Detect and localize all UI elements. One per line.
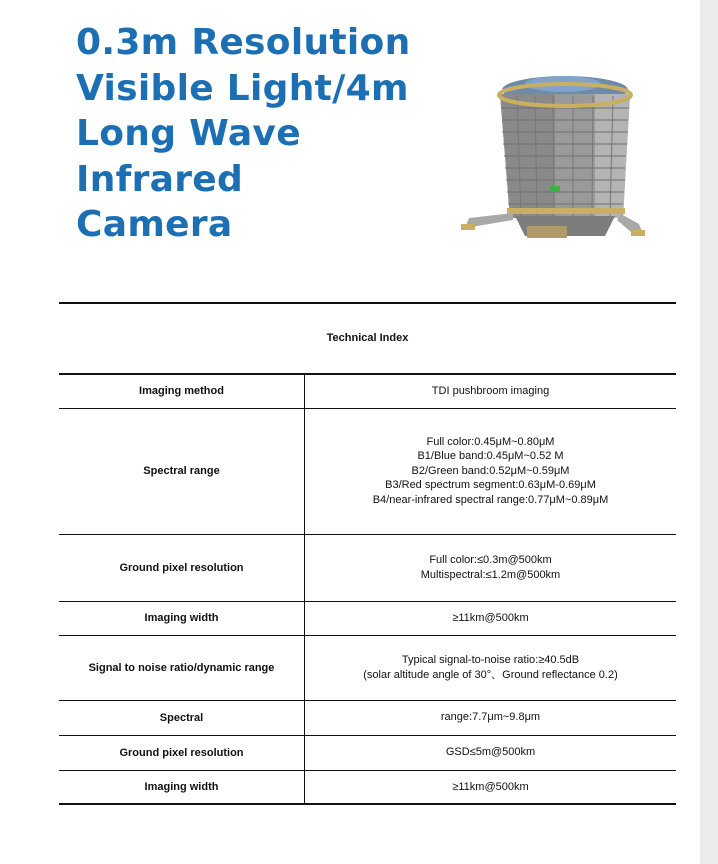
row-value — [305, 408, 677, 534]
table-row — [59, 770, 676, 804]
row-label: Signal to noise ratio/dynamic range — [59, 635, 305, 700]
row-label: Ground pixel resolution — [59, 735, 305, 770]
section-divider — [59, 302, 676, 304]
camera-right-foot — [631, 230, 645, 236]
table-row — [59, 374, 676, 408]
row-label: Spectral — [59, 700, 305, 735]
value-line: range:7.7μm~9.8μm — [440, 711, 541, 724]
value-line: Full color:≤0.3m@500km — [429, 554, 552, 566]
camera-base-electronics — [527, 226, 567, 238]
title-line: Camera — [76, 204, 233, 245]
row-label: Imaging width — [59, 601, 305, 635]
page-title — [76, 20, 411, 248]
title-line: 0.3m Resolution — [76, 22, 411, 63]
row-label: Ground pixel resolution — [59, 534, 305, 601]
row-value — [305, 374, 677, 408]
table-row — [59, 635, 676, 700]
table-row — [59, 408, 676, 534]
value-line: B4/near-infrared spectral range:0.77μM~0.89μM — [372, 493, 609, 506]
camera-left-foot — [461, 224, 475, 230]
row-value — [305, 700, 677, 735]
row-value — [305, 534, 677, 601]
value-line: TDI pushbroom imaging — [431, 385, 550, 397]
camera-green-marker — [550, 186, 560, 192]
row-value — [305, 735, 677, 770]
value-line: GSD≤5m@500km — [445, 746, 536, 759]
value-line: B3/Red spectrum segment:0.63μM-0.69μM — [385, 479, 596, 492]
row-label: Imaging width — [59, 770, 305, 804]
title-line: Visible Light/4m — [76, 67, 409, 109]
row-label: Imaging method — [59, 374, 305, 408]
camera-payload-illustration — [455, 68, 655, 258]
value-line: Full color:0.45μM~0.80μM — [426, 435, 555, 448]
technical-index-table — [59, 373, 676, 805]
value-line: Multispectral:≤1.2m@500km — [420, 568, 561, 581]
title-line: Long Wave — [76, 113, 301, 154]
camera-bottom-band — [507, 208, 625, 214]
table-row — [59, 601, 676, 635]
value-line: Typical signal-to-noise ratio:≥40.5dB — [401, 654, 580, 666]
row-value — [305, 601, 677, 635]
value-line: ≥11km@500km — [452, 611, 529, 624]
table-row — [59, 534, 676, 601]
value-line: (solar altitude angle of 30°、Ground reflectance 0.2) — [363, 668, 618, 681]
row-value — [305, 635, 677, 700]
table-row — [59, 735, 676, 770]
row-value — [305, 770, 677, 804]
value-line: B1/Blue band:0.45μM~0.52 M — [417, 450, 564, 463]
row-label: Spectral range — [59, 408, 305, 534]
value-line: B2/Green band:0.52μM~0.59μM — [411, 464, 570, 477]
table-caption: Technical Index — [326, 332, 409, 344]
value-line: ≥11km@500km — [452, 780, 529, 793]
table-row — [59, 700, 676, 735]
title-line: Infrared — [76, 158, 244, 200]
